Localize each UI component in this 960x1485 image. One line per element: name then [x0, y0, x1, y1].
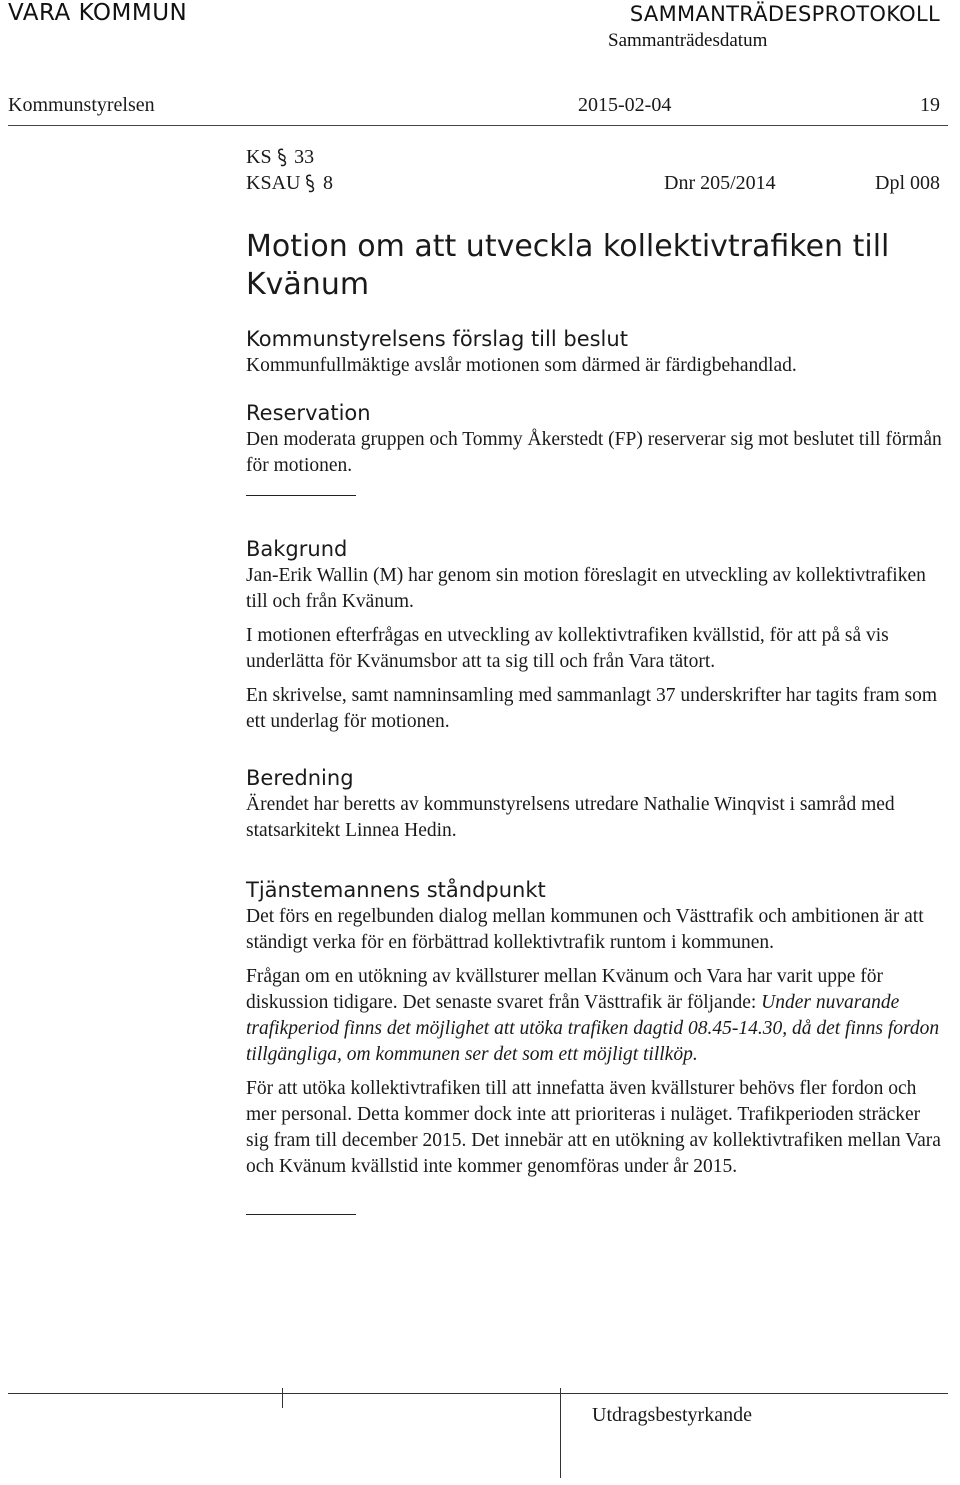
- ksau-reference: [246, 170, 333, 198]
- diary-number: Dnr 205/2014: [664, 172, 776, 194]
- reservation-section: [246, 400, 946, 479]
- staff-position-paragraph: För att utöka kollektivtrafiken till att innefatta även kvällsturer behövs fler fordon och mer personal. Detta kommer dock inte att prioriteras i nuläget. Trafikperioden sträcker sig fram till december 2015. Det innebär att en utökning av kollektivtrafiken mellan Vara och Kvänum kvällstid inte kommer genomföras under år 2015.: [246, 1078, 941, 1177]
- paragraph-mark: §: [275, 144, 289, 172]
- preparation-heading: Beredning: [246, 766, 354, 790]
- background-paragraph: En skrivelse, samt namninsamling med sammanlagt 37 underskrifter har tagits fram som ett underlag för motionen.: [246, 685, 938, 732]
- reservation-text: Den moderata gruppen och Tommy Åkerstedt (FP) reserverar sig mot beslutet till förmån för motionen.: [246, 429, 942, 476]
- header-divider: [8, 125, 948, 126]
- proposal-heading: Kommunstyrelsens förslag till beslut: [246, 327, 628, 351]
- ks-label: KS: [246, 146, 272, 168]
- meeting-date: 2015-02-04: [578, 94, 672, 116]
- committee-name: Kommunstyrelsen: [8, 94, 155, 116]
- date-caption: Sammanträdesdatum: [608, 30, 768, 51]
- background-heading: Bakgrund: [246, 537, 348, 561]
- staff-position-heading: Tjänstemannens ståndpunkt: [246, 878, 546, 902]
- preparation-section: [246, 765, 946, 844]
- attest-label: Utdragsbestyrkande: [592, 1404, 752, 1426]
- signature-box-divider: [282, 1388, 283, 1408]
- footer-rule: [8, 1393, 948, 1394]
- plan-number: Dpl 008: [875, 172, 940, 194]
- staff-position-paragraph: Det förs en regelbunden dialog mellan kommunen och Västtrafik och ambitionen är att ständigt verka för en förbättrad kollektivtrafik runtom i kommunen.: [246, 906, 924, 953]
- section-divider: [246, 1214, 356, 1215]
- ks-reference: [246, 144, 315, 172]
- organization-name: VARA KOMMUN: [8, 0, 188, 26]
- paragraph-lead: Frågan om en utökning av kvällsturer mellan Kvänum och Vara har varit uppe för diskussion tidigare. Det senaste svaret från Västtrafik är följande:: [246, 966, 883, 1013]
- signature-box-divider: [560, 1388, 561, 1478]
- reservation-heading: Reservation: [246, 401, 371, 425]
- page-title: Motion om att utveckla kollektivtrafiken till Kvänum: [246, 229, 890, 302]
- document-type: SAMMANTRÄDESPROTOKOLL: [629, 2, 940, 26]
- protocol-body: [246, 228, 946, 1215]
- page-number: 19: [920, 94, 940, 116]
- ksau-number: 8: [322, 172, 333, 194]
- preparation-text: Ärendet har beretts av kommunstyrelsens utredare Nathalie Winqvist i samråd med statsarkitekt Linnea Hedin.: [246, 794, 895, 841]
- section-divider: [246, 495, 356, 496]
- background-paragraph: Jan-Erik Wallin (M) har genom sin motion föreslagit en utveckling av kollektivtrafiken till och från Kvänum.: [246, 565, 926, 612]
- ks-number: 33: [294, 146, 315, 168]
- staff-position-section: [246, 877, 946, 1180]
- ksau-label: KSAU: [246, 172, 301, 194]
- quoted-reply: Under nuvarande trafikperiod finns det möjlighet att utöka trafiken dagtid 08.45-14.30, då det finns fordon tillgängliga, om kommunen ser det som ett möjligt tillköp.: [246, 992, 940, 1065]
- proposal-section: [246, 326, 946, 379]
- background-section: [246, 536, 946, 735]
- proposal-text: Kommunfullmäktige avslår motionen som därmed är färdigbehandlad.: [246, 355, 797, 376]
- staff-position-paragraph: [246, 964, 946, 1068]
- background-paragraph: I motionen efterfrågas en utveckling av kollektivtrafiken kvällstid, för att på så vis underlätta för Kvänumsbor att ta sig till och från Vara tätort.: [246, 625, 889, 672]
- paragraph-mark: §: [303, 170, 318, 198]
